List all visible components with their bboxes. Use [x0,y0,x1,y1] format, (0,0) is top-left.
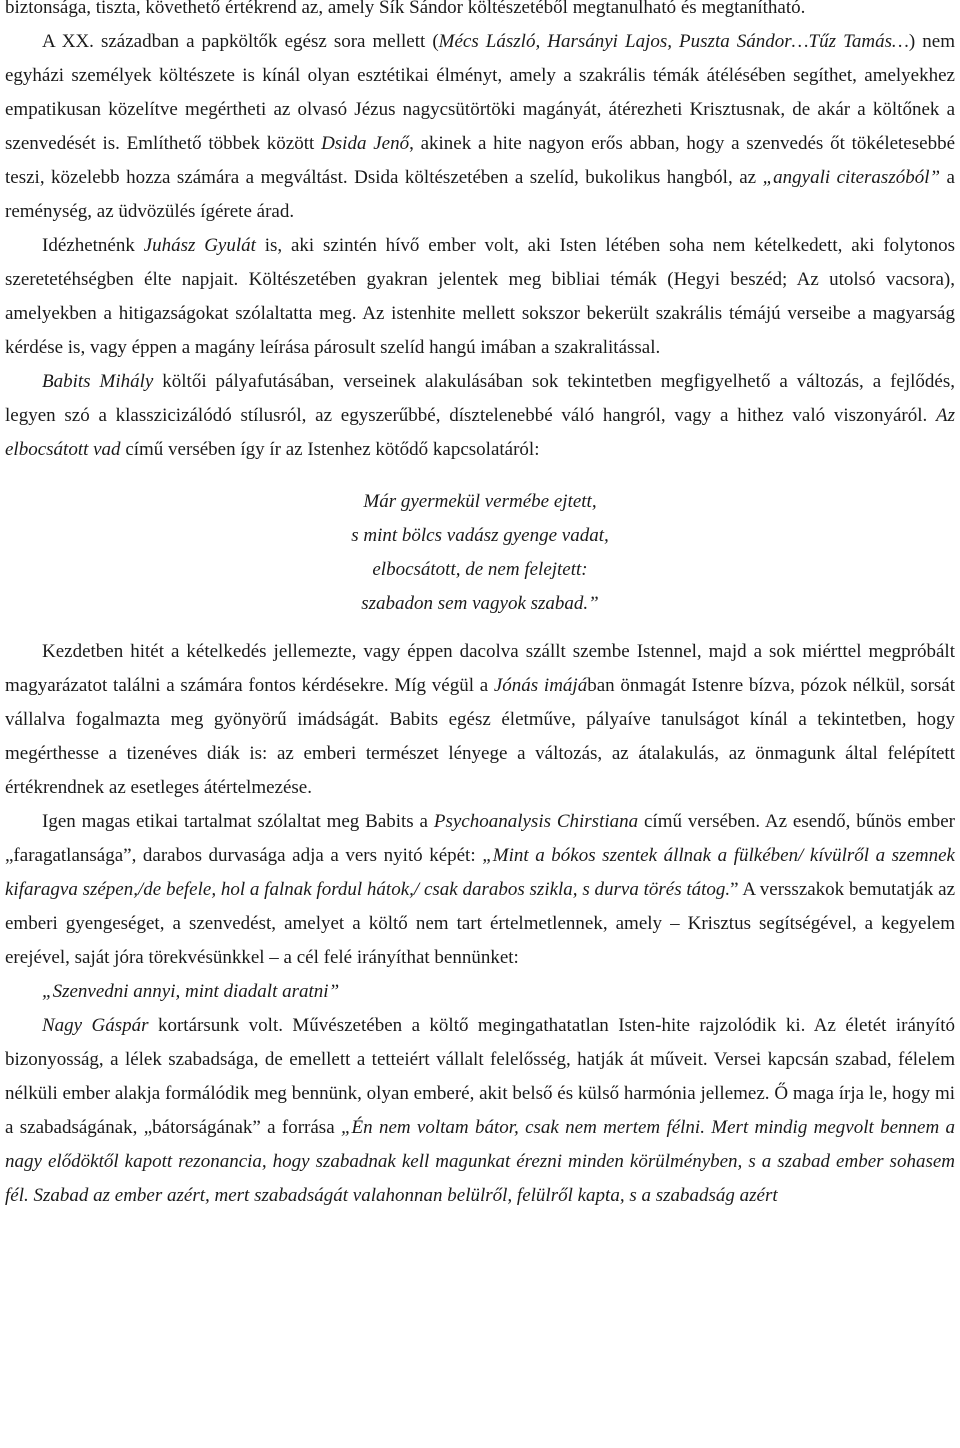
inline-quote: „Mint a bókos szentek állnak a fülkében/ kívülről a szemnek kifaragva szépen,/de befele, hol a falnak fordul hátok,/ csak darabos szikla, s durva törés tátog. [5,845,955,900]
paragraph-papkoltok [5,25,955,229]
text-span: című versében így ír az Istenhez kötődő kapcsolatáról: [120,439,540,460]
paragraph-juhasz [5,229,955,365]
poem-title: Jónás imájá [493,675,588,696]
paragraph-kezdetben [5,635,955,805]
text-span: Kezdetben hitét a kételkedés jellemezte, vagy éppen dacolva szállt szembe Istennel, majd a sok miérttel megpróbált magyarázatot találni a számára fontos kérdésekre. Míg végül a [5,641,955,696]
text-span: Igen magas etikai tartalmat szólaltat meg Babits a [42,811,434,832]
author-juhasz: Juhász Gyulát [143,235,256,256]
poem-title: Az elbocsátott vad [5,405,955,460]
text-span: a reménység, az üdvözülés ígérete árad. [5,167,955,222]
text-span: című versében. Az esendő, bűnös ember „faragatlansága”, darabos durvasága adja a vers nyitó képét: [5,811,955,866]
inline-quote: „angyali citeraszóból” [762,167,941,188]
text-span: ban önmagát Istenre bízva, pózok nélkül, sorsát vállalva fogalmazta meg gyönyörű imádságát. Babits egész életműve, pályaíve tanulságot kínál a tekintetben, hogy megérthesse a tizenéves diák is: az emberi természet lényege a változás, az átalakulás, az önmagunk által felépített értékrendnek az esetleges átértelmezése. [5,675,956,798]
author-nagy: Nagy Gáspár [42,1015,149,1036]
text-span: Idézhetnénk [42,235,144,256]
quote-szenvedni [5,975,955,1009]
author-dsida: Dsida Jenő [321,133,410,154]
paragraph-psychoanalysis [5,805,955,975]
poem-line: szabadon sem vagyok szabad.” [361,593,599,614]
text-span: ” A versszakok bemutatják az emberi gyengeséget, a szenvedést, amelyet a költő nem tart értelmetlennek, amely – Krisztus segítségével, a kegyelem erejével, saját jóra törekvésünkkel – a cél felé irányíthat bennünket: [5,879,955,968]
text-span: is, aki szintén hívő ember volt, aki Isten létében soha nem kételkedett, aki folytonos szeretetéhségben élte napjait. Költészetében gyakran jelentek meg bibliai témák (Hegyi beszéd; Az utolsó vacsora), amelyekben a hitigazságokat szólaltatta meg. Az istenhite mellett sokszor bekerült szakrális témájú verseibe a magyarság kérdése is, vagy éppen a magány leírása párosult szelíd hangú imában a szakralitással. [5,235,956,358]
text-span: költői pályafutásában, verseinek alakulásában sok tekintetben megfigyelhető a változás, a fejlődés, legyen szó a klasszicizálódó stílusról, az egyszerűbbé, dísztelenebbé váló hangról, vagy a hithez való viszonyáról. [5,371,955,426]
text-span: kortársunk volt. Művészetében a költő megingathatatlan Isten-hite rajzolódik ki. Az életét irányító bizonyosság, a lélek szabadsága, de emellett a tetteiért vállalt felelősség, hatják át műveit. Versei kapcsán szabad, félelem nélküli ember alakja formálódik meg bennünk, olyan emberé, akit belső és külső harmónia jellemez. Ő maga írja le, hogy mi a szabadságának, „bátorságának” a forrása [5,1015,955,1138]
inline-quote: „Én nem voltam bátor, csak nem mertem félni. Mert mindig megvolt bennem a nagy elődöktől kapott rezonancia, hogy szabadnak kell magunkat érezni minden körülményben, s a szabad ember sohasem fél. Szabad az ember azért, mert szabadságát valahonnan belülről, felülről kapta, s a szabadság azért [5,1117,956,1206]
text-span: „Szenvedni annyi, mint diadalt aratni” [42,981,340,1002]
poem-line: s mint bölcs vadász gyenge vadat, [351,525,609,546]
author-babits: Babits Mihály [42,371,154,392]
poem-line: elbocsátott, de nem felejtett: [372,559,588,580]
poem-block [5,485,955,621]
paragraph-sik [5,0,955,25]
paragraph-nagy-gaspar [5,1009,955,1213]
text-span: , akinek a hite nagyon erős abban, hogy a szenvedés őt tökéletesebbé teszi, közelebb hozza számára a megváltást. Dsida költészetében a szelíd, bukolikus hangból, az [5,133,955,188]
poem-title: Psychoanalysis Chirstiana [433,811,639,832]
author-names: Mécs László, Harsányi Lajos, Puszta Sándor…Tűz Tamás… [438,31,909,52]
poem-line: Már gyermekül vermébe ejtett, [363,491,597,512]
text-span: ) nem egyházi személyek költészete is kínál olyan esztétikai élményt, amely a szakrális témák átélésében segíthet, amelyekhez empatikusan közelítve megértheti az olvasó Jézus nagycsütörtöki magányát, átérezheti Krisztusnak, de akár a költőnek a szenvedését is. Említhető többek között [5,31,955,154]
text-span: biztonsága, tiszta, követhető értékrend az, amely Sík Sándor költészetéből megtanulható és megtanítható. [5,0,806,18]
paragraph-babits [5,365,955,467]
text-span: A XX. században a papköltők egész sora mellett ( [42,31,439,52]
